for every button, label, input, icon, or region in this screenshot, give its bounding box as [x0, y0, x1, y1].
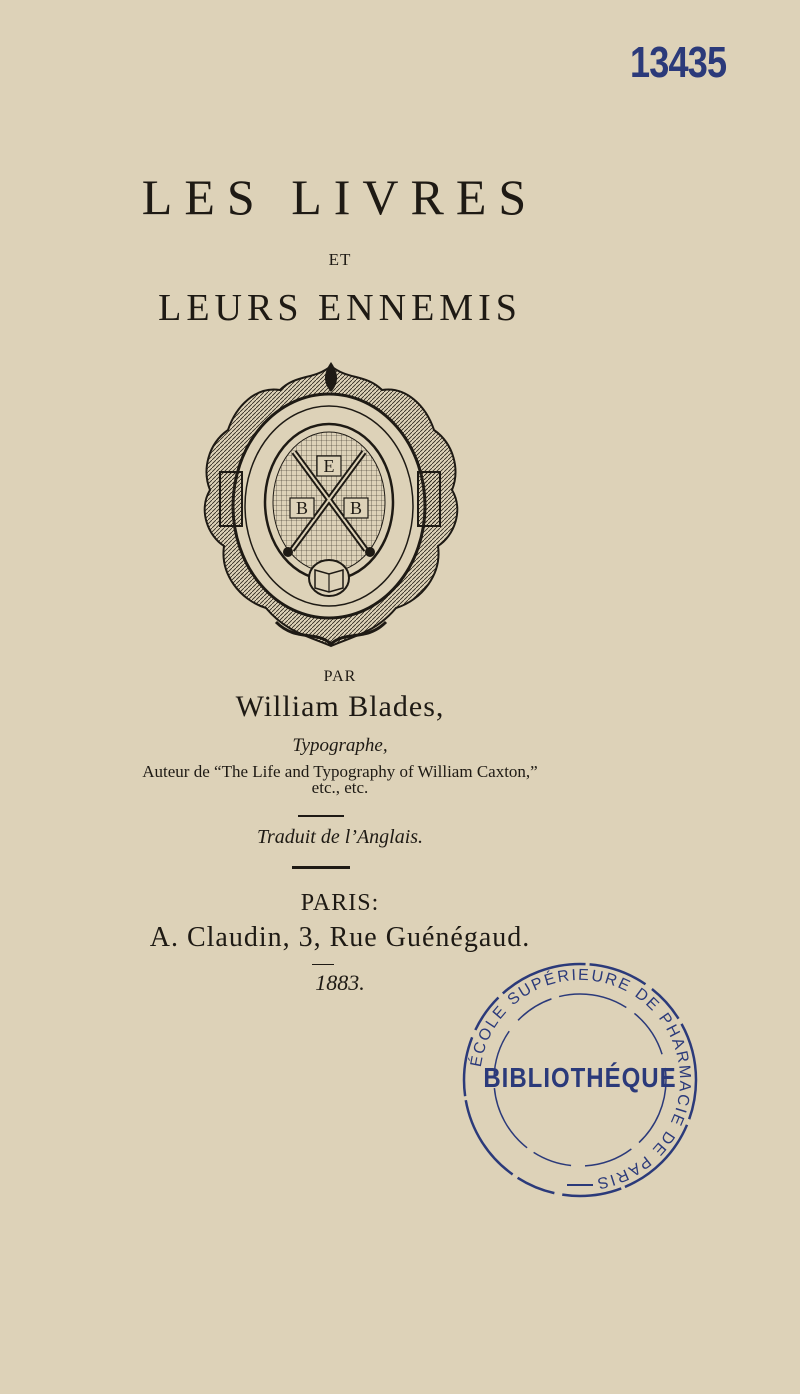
emblem-initial-left: B — [295, 498, 309, 518]
title-line-1: LES LIVRES — [141, 169, 539, 225]
author-credits — [0, 764, 680, 796]
imprint-year: 1883. — [315, 970, 365, 995]
emblem-initial-top: E — [323, 456, 335, 476]
title-conjunction: ET — [328, 250, 352, 269]
by-label: PAR — [323, 668, 357, 685]
library-stamp — [455, 955, 705, 1205]
translation-note: Traduit de l’Anglais. — [256, 826, 424, 848]
divider-rule-2 — [292, 866, 350, 869]
author-credits-line-1: Auteur de “The Life and Typography of William Caxton,” — [142, 762, 538, 781]
stamp-center-text: BIBLIOTHÉQUE — [483, 1063, 677, 1094]
imprint-city: PARIS: — [300, 890, 380, 916]
emblem-initial-right: B — [349, 498, 363, 518]
author-credits-line-2: etc., etc. — [311, 778, 369, 797]
printer-emblem — [196, 360, 466, 652]
author-name: William Blades, — [235, 690, 445, 723]
imprint-publisher: A. Claudin, 3, Rue Guénégaud. — [149, 922, 531, 953]
divider-rule-3 — [312, 964, 334, 965]
author-profession: Typographe, — [292, 735, 388, 756]
catalog-number: 13435 — [630, 38, 727, 87]
title-line-2: LEURS ENNEMIS — [158, 287, 522, 329]
stamp-ring-text: ÉCOLE SUPÉRIEURE DE PHARMACIE DE PARIS — [467, 966, 694, 1192]
divider-rule-1 — [298, 815, 344, 817]
